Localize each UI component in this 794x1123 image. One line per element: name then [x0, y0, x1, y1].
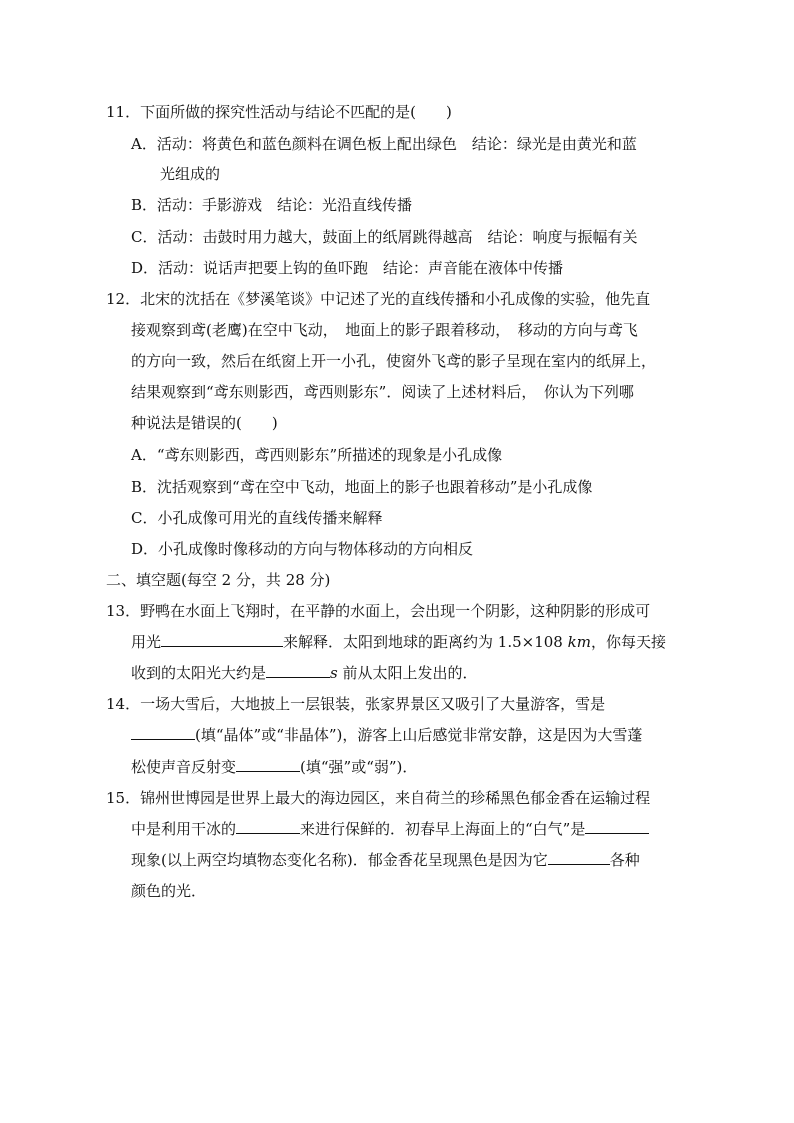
- q12-stem-line4: 结果观察到“鸢东则影西，鸢西则影东”．阅读了上述材料后， 你认为下列哪: [131, 383, 634, 401]
- q15-line1: 15．锦州世博园是世界上最大的海边园区，来自荷兰的珍稀黑色郁金香在运输过程: [106, 789, 651, 807]
- q15-text: 中是利用干冰的: [131, 820, 237, 838]
- q11-option-c: C．活动：击鼓时用力越大，鼓面上的纸屑跳得越高 结论：响度与振幅有关: [131, 228, 638, 246]
- answer-blank[interactable]: [236, 819, 300, 834]
- q11-option-d: D．活动：说话声把要上钩的鱼吓跑 结论：声音能在液体中传播: [131, 259, 564, 277]
- q13-line2: [131, 632, 666, 652]
- q11-option-b: B．活动：手影游戏 结论：光沿直线传播: [131, 196, 413, 214]
- q12-stem-line3: 的方向一致，然后在纸窗上开一小孔，使窗外飞鸢的影子呈现在室内的纸屏上，: [131, 352, 657, 370]
- q14-text: (填“晶体”或“非晶体”)，游客上山后感觉非常安静，这是因为大雪蓬: [195, 726, 643, 744]
- q11-option-a-cont: 光组成的: [160, 165, 221, 183]
- answer-blank[interactable]: [236, 757, 300, 772]
- q12-option-d: D．小孔成像时像移动的方向与物体移动的方向相反: [131, 540, 474, 558]
- q12-option-a: A．“鸢东则影西，鸢西则影东”所描述的现象是小孔成像: [131, 446, 503, 464]
- q13-text: 用光: [131, 633, 162, 651]
- q13-unit: s: [330, 664, 338, 682]
- answer-blank[interactable]: [161, 632, 283, 647]
- q12-stem-line5: 种说法是错误的( ): [131, 414, 278, 432]
- q15-line2: [131, 819, 649, 839]
- q14-text: (填“强”或“弱”)．: [300, 758, 418, 776]
- answer-blank[interactable]: [548, 850, 610, 865]
- q14-text: 松使声音反射变: [131, 758, 237, 776]
- q13-text: 收到的太阳光大约是: [131, 664, 267, 682]
- q14-line2: [131, 725, 642, 745]
- q13-line3: [131, 663, 478, 683]
- q15-text: 来进行保鲜的．初春早上海面上的“白气”是: [300, 820, 586, 838]
- q12-option-c: C．小孔成像可用光的直线传播来解释: [131, 509, 383, 527]
- q13-text: 来解释．太阳到地球的距离约为 1.5×108: [283, 633, 568, 651]
- q12-stem-line1: 12．北宋的沈括在《梦溪笔谈》中记述了光的直线传播和小孔成像的实验，他先直: [106, 290, 651, 308]
- q12-option-b: B．沈括观察到“鸢在空中飞动，地面上的影子也跟着移动”是小孔成像: [131, 478, 593, 496]
- q14-line1: 14．一场大雪后，大地披上一层银装，张家界景区又吸引了大量游客，雪是: [106, 695, 606, 713]
- q14-line3: [131, 757, 417, 777]
- q15-text: 各种: [609, 851, 640, 869]
- answer-blank[interactable]: [131, 725, 195, 740]
- q13-line1: 13．野鸭在水面上飞翔时，在平静的水面上，会出现一个阴影，这种阴影的形成可: [106, 602, 651, 620]
- q15-line3: [131, 850, 640, 870]
- answer-blank[interactable]: [266, 663, 330, 678]
- q15-text: 现象(以上两空均填物态变化名称)．郁金香花呈现黑色是因为它: [131, 851, 548, 869]
- q11-stem: 11．下面所做的探究性活动与结论不匹配的是( ): [106, 103, 452, 121]
- q13-text: ，你每天接: [590, 633, 666, 651]
- q11-option-a: A．活动：将黄色和蓝色颜料在调色板上配出绿色 结论：绿光是由黄光和蓝: [131, 135, 637, 153]
- q13-unit: km: [567, 633, 591, 651]
- answer-blank[interactable]: [585, 819, 649, 834]
- section-heading: 二、填空题(每空 2 分，共 28 分): [106, 571, 331, 589]
- q15-line4: 颜色的光．: [131, 882, 207, 900]
- q13-text: 前从太阳上发出的．: [337, 664, 478, 682]
- q12-stem-line2: 接观察到鸢(老鹰)在空中飞动， 地面上的影子跟着移动， 移动的方向与鸢飞: [131, 321, 638, 339]
